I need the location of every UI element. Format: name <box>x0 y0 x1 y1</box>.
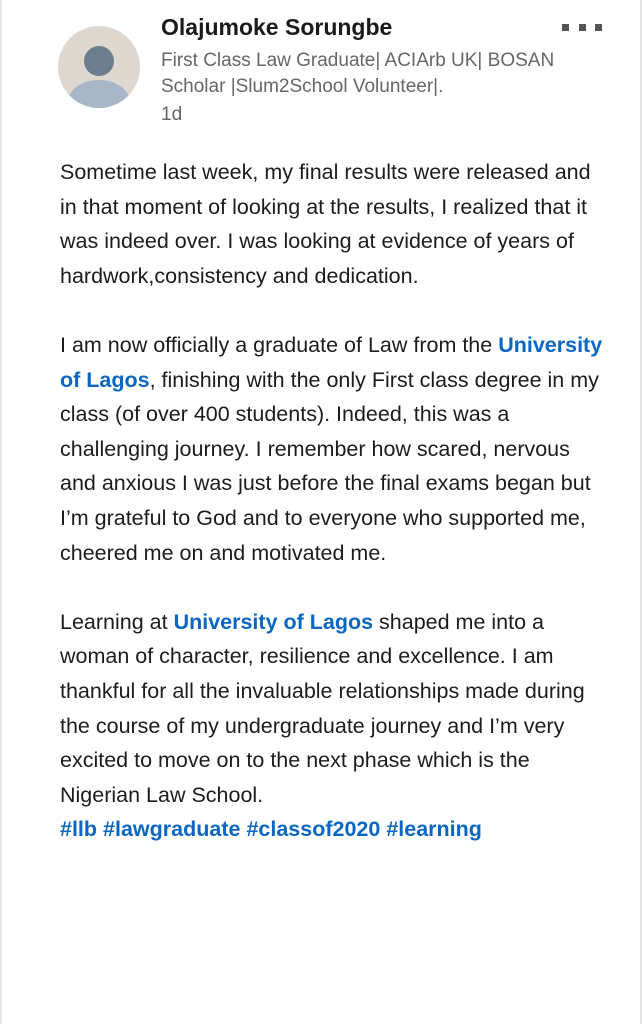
post-paragraph-2 <box>60 328 605 570</box>
paragraph-text: Learning at <box>60 609 174 634</box>
post-timestamp: 1d <box>161 104 183 125</box>
more-dot <box>562 24 569 31</box>
default-avatar-icon[interactable] <box>58 26 140 108</box>
more-dot <box>595 24 602 31</box>
more-options-icon[interactable] <box>562 20 602 34</box>
mention-university-of-lagos[interactable]: University of Lagos <box>60 332 603 392</box>
author-headline: First Class Law Graduate| ACIArb UK| BOSAN Scholar |Slum2School Volunteer|. <box>161 50 555 97</box>
avatar-body <box>68 80 130 108</box>
post-text <box>60 155 605 847</box>
hashtag-llb[interactable]: #llb <box>60 817 98 842</box>
post-paragraph-3 <box>60 605 605 813</box>
avatar-head <box>84 46 114 76</box>
post-header <box>2 0 640 140</box>
hashtag-lawgraduate[interactable]: #lawgraduate <box>103 817 241 842</box>
paragraph-text: shaped me into a woman of character, resilience and excellence. I am thankful for all the invaluable relationships made during the course of my undergraduate journey and I’m very excited to move on to the next phase which is the Nigerian Law School. <box>60 609 585 807</box>
hashtag-classof2020[interactable]: #classof2020 <box>246 817 381 842</box>
mention-university-of-lagos[interactable]: University of Lagos <box>173 609 374 634</box>
paragraph-text: I am now officially a graduate of Law from the <box>60 332 499 357</box>
hashtag-list <box>60 812 605 847</box>
paragraph-text: , finishing with the only First class degree in my class (of over 400 students). Indeed, this was a challenging journey. I remember how scared, nervous and anxious I was just before the final exams began but I’m grateful to God and to everyone who supported me, cheered me on and motivated me. <box>60 367 599 565</box>
hashtag-learning[interactable]: #learning <box>386 817 482 842</box>
author-name[interactable]: Olajumoke Sorungbe <box>161 14 393 40</box>
post-paragraph-1: Sometime last week, my final results were released and in that moment of looking at the results, I realized that it was indeed over. I was looking at evidence of years of hardwork,consistency and dedication. <box>60 160 591 288</box>
more-dot <box>579 24 586 31</box>
